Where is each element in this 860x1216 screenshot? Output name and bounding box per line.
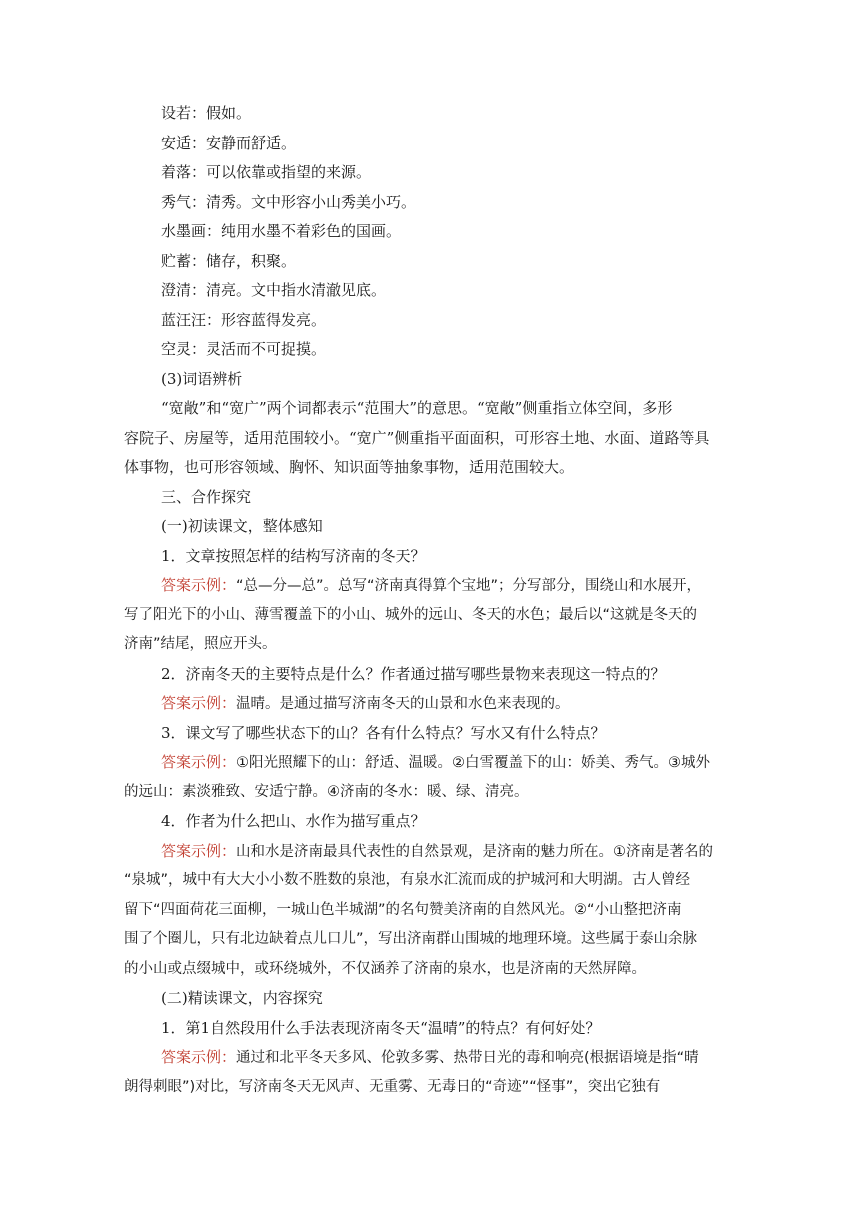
answer-text: 温晴。是通过描写济南冬天的山景和水色来表现的。	[236, 696, 570, 712]
answer-line: 留下“四面荷花三面柳，一城山色半城湖”的名句赞美济南的自然风光。②“小山整把济南	[124, 902, 682, 918]
answer-label: 答案示例：	[161, 694, 237, 712]
vocab-item: 安适：安静而舒适。	[161, 134, 297, 152]
paragraph-line: “宽敞”和“宽广”两个词都表示“范围大”的意思。“宽敞”侧重指立体空间，多形	[161, 399, 673, 417]
heading-word-discern: (3)词语辨析	[161, 370, 243, 388]
answer-label: 答案示例：	[161, 576, 237, 594]
answer-text: 通过和北平冬天多风、伦敦多雾、热带日光的毒和响亮(根据语境是指“晴	[236, 1050, 699, 1066]
question: 3．课文写了哪些状态下的山？各有什么特点？写水又有什么特点？	[161, 724, 606, 742]
answer-line: 写了阳光下的小山、薄雪覆盖下的小山、城外的远山、冬天的水色；最后以“这就是冬天的	[124, 607, 698, 623]
vocab-item: 着落：可以依靠或指望的来源。	[161, 163, 372, 181]
paragraph-line: 体事物，也可形容领域、胸怀、知识面等抽象事物，适用范围较大。	[124, 458, 575, 476]
answer-label: 答案示例：	[161, 842, 237, 860]
subsection-heading: (一)初读课文，整体感知	[161, 517, 323, 535]
answer-text: 山和水是济南最具代表性的自然景观，是济南的魅力所在。①济南是著名的	[236, 844, 714, 860]
answer-line	[161, 1047, 744, 1068]
answer-text: ①阳光照耀下的山：舒适、温暖。②白雪覆盖下的山：娇美、秀气。③城外	[236, 755, 711, 771]
answer-label: 答案示例：	[161, 753, 237, 771]
paragraph-line: 容院子、房屋等，适用范围较小。“宽广”侧重指平面面积，可形容土地、水面、道路等具	[124, 429, 710, 447]
question: 1．文章按照怎样的结构写济南的冬天？	[161, 547, 426, 565]
vocab-item: 澄清：清亮。文中指水清澈见底。	[161, 281, 387, 299]
answer-line: 的远山：素淡雅致、安适宁静。④济南的冬水：暖、绿、清亮。	[124, 784, 529, 800]
question: 2．济南冬天的主要特点是什么？作者通过描写哪些景物来表现这一特点的？	[161, 665, 666, 683]
vocab-item: 设若：假如。	[161, 104, 252, 122]
answer-line: “泉城”，城中有大大小小数不胜数的泉池，有泉水汇流而成的护城河和大明湖。古人曾经	[124, 872, 691, 888]
answer-line	[161, 693, 744, 714]
answer-line: 朗得刺眼”)对比，写济南冬天无风声、无重雾、无毒日的“奇迹”“怪事”，突出它独有	[124, 1079, 661, 1095]
answer-line	[161, 575, 744, 596]
vocab-item: 贮蓄：储存，积聚。	[161, 252, 297, 270]
vocab-item: 秀气：清秀。文中形容小山秀美小巧。	[161, 193, 417, 211]
answer-line: 围了个圈儿，只有北边缺着点儿口儿”，写出济南群山围城的地理环境。这些属于泰山余脉	[124, 931, 698, 947]
answer-line: 济南”结尾，照应开头。	[124, 636, 277, 652]
question: 4．作者为什么把山、水作为描写重点？	[161, 812, 426, 830]
section-heading: 三、合作探究	[161, 488, 252, 506]
vocab-item: 空灵：灵活而不可捉摸。	[161, 340, 327, 358]
answer-line	[161, 841, 744, 862]
vocab-item: 蓝汪汪：形容蓝得发亮。	[161, 311, 327, 329]
vocab-item: 水墨画：纯用水墨不着彩色的国画。	[161, 222, 402, 240]
question: 1．第1自然段用什么手法表现济南冬天“温晴”的特点？有何好处？	[161, 1019, 601, 1037]
answer-label: 答案示例：	[161, 1048, 237, 1066]
answer-line: 的小山或点缀城中，或环绕城外，不仅涵养了济南的泉水，也是济南的天然屏障。	[124, 961, 646, 977]
subsection-heading: (二)精读课文，内容探究	[161, 989, 323, 1007]
answer-line	[161, 752, 744, 773]
answer-text: “总—分—总”。总写“济南真得算个宝地”；分写部分，围绕山和水展开，	[236, 578, 702, 594]
